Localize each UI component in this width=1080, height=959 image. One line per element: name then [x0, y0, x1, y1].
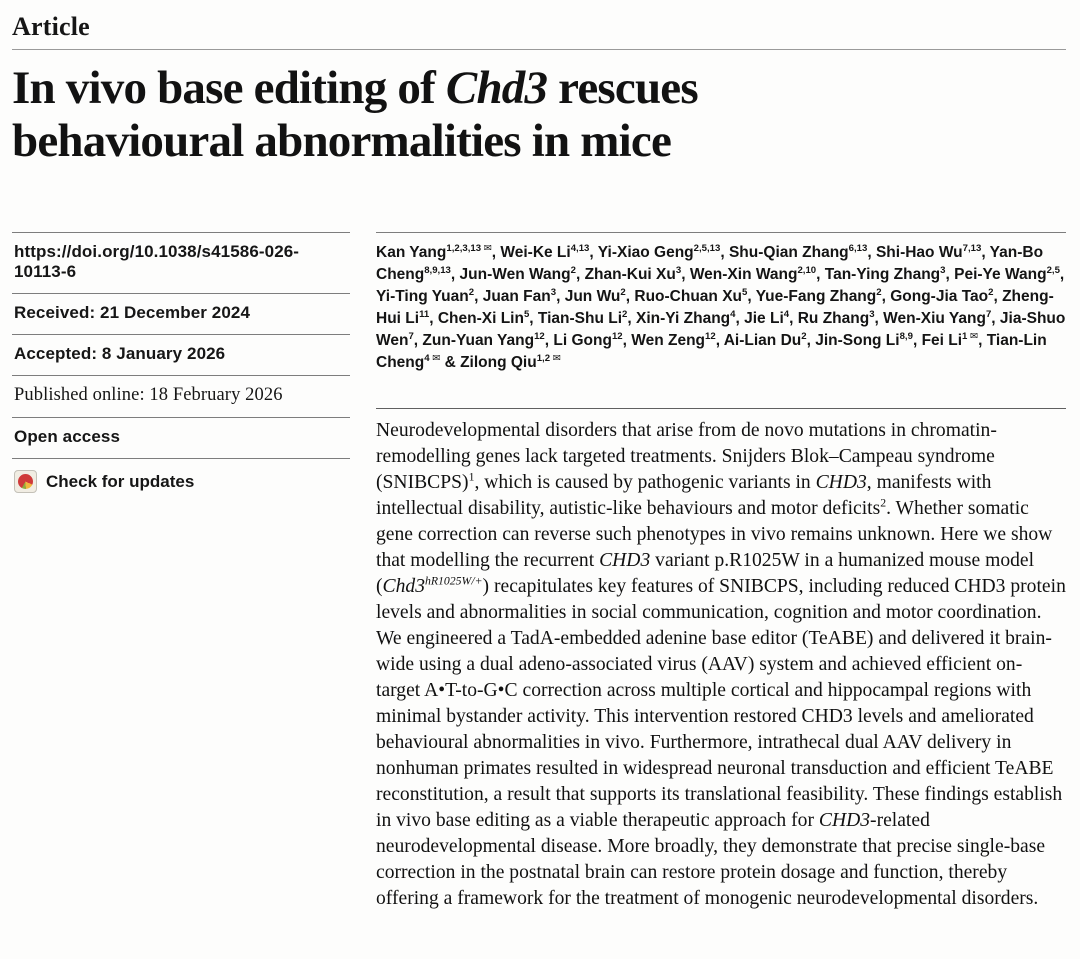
metadata-sidebar	[12, 232, 350, 912]
author-name: Zun-Yuan Yang	[422, 332, 535, 350]
abstract-segment: , which is caused by pathogenic variants in	[474, 472, 816, 494]
gene-name-italic: CHD3	[599, 550, 651, 572]
main-column	[376, 232, 1066, 912]
author-name: Ruo-Chuan Xu	[634, 288, 742, 306]
open-access-label: Open access	[12, 417, 350, 459]
allele-superscript: hR1025W/+	[425, 574, 483, 588]
author-affiliations: 12	[705, 331, 716, 343]
abstract-segment: Neurodevelopmental disorders that arise from de novo mutations in chromatin-remodelling genes lack targeted treatments. Snijders Blok–Campeau syndrome (SNIBCPS)	[376, 420, 997, 494]
author-affiliations: 4,13	[570, 243, 590, 255]
author-affiliations: 5	[742, 287, 748, 299]
author-name: Tian-Lin Cheng	[376, 332, 1047, 372]
author-name: Ru Zhang	[797, 310, 870, 328]
author-affiliations: 6,13	[848, 243, 868, 255]
gene-name-italic: CHD3	[818, 810, 871, 832]
abstract-text	[376, 409, 1066, 912]
author-affiliations: 8,9,13	[424, 265, 451, 277]
author-affiliations: 3	[940, 265, 946, 277]
author-affiliations-and-corresponding-author-icon[interactable]: 1 ✉	[962, 331, 979, 343]
author-name: Xin-Yi Zhang	[636, 310, 731, 328]
author-name: Wei-Ke Li	[500, 244, 571, 262]
check-for-updates-label: Check for updates	[46, 471, 195, 491]
crossmark-circle-icon	[18, 474, 33, 489]
title-post: rescues behavioural abnormalities in mice	[12, 62, 698, 168]
author-affiliations: 2	[876, 287, 882, 299]
author-affiliations: 2	[622, 309, 628, 321]
reference-citation: 2	[880, 496, 887, 510]
received-date: Received: 21 December 2024	[12, 293, 350, 334]
author-affiliations: 2,5	[1046, 265, 1060, 277]
author-affiliations: 8,9	[899, 331, 913, 343]
author-affiliations: 5	[523, 309, 530, 321]
author-name: Shi-Hao Wu	[875, 244, 963, 262]
published-online-date: Published online: 18 February 2026	[12, 375, 350, 417]
author-name: Fei Li	[921, 332, 963, 350]
abstract-segment: variant p.R1025W in a humanized mouse model (	[376, 550, 1035, 598]
author-affiliations: 4	[730, 309, 736, 321]
crossmark-icon	[14, 470, 37, 493]
abstract-segment: . Whether somatic gene correction can reverse such phenotypes in vivo remains unknown. Here we show that modelling the recurrent	[376, 498, 1053, 572]
author-affiliations: 2	[468, 287, 475, 299]
content-columns	[12, 232, 1066, 912]
author-name: Shu-Qian Zhang	[728, 244, 849, 262]
author-affiliations: 3	[550, 287, 557, 299]
author-affiliations: 11	[419, 309, 430, 321]
author-name: Yue-Fang Zhang	[755, 288, 877, 306]
author-name: Wen-Xiu Yang	[883, 310, 986, 328]
doi-link[interactable]: https://doi.org/10.1038/s41586-026-10113-6	[14, 242, 300, 282]
author-name: Juan Fan	[482, 288, 551, 306]
abstract-segment: , manifests with intellectual disability, autistic-like behaviours and motor deficits	[376, 472, 992, 520]
check-for-updates-button[interactable]	[12, 459, 350, 493]
author-affiliations: 7,13	[962, 243, 982, 255]
author-name: Yi-Xiao Geng	[597, 244, 694, 262]
author-name: Tian-Shu Li	[537, 310, 623, 328]
author-name: Jun-Wen Wang	[459, 266, 571, 284]
author-name: Kan Yang	[376, 244, 447, 262]
author-affiliations: 2,5,13	[693, 243, 721, 255]
header-divider	[12, 49, 1066, 50]
author-name: Yi-Ting Yuan	[376, 288, 469, 306]
author-affiliations: 3	[869, 309, 875, 321]
author-affiliations-and-corresponding-author-icon[interactable]: 4 ✉	[424, 353, 441, 365]
author-affiliations: 2	[801, 331, 807, 343]
author-name: Tan-Ying Zhang	[824, 266, 941, 284]
reference-citation: 1	[468, 470, 475, 484]
title-gene-italic: Chd3	[445, 62, 548, 114]
author-name: Zhan-Kui Xu	[584, 266, 676, 284]
author-name: Zilong Qiu	[460, 354, 537, 372]
author-affiliations: 12	[611, 331, 623, 343]
author-affiliations: 2	[988, 287, 994, 299]
author-name: Jun Wu	[564, 288, 621, 306]
gene-name-italic: CHD3	[815, 472, 867, 494]
page-title	[12, 62, 892, 168]
author-affiliations: 2	[620, 287, 626, 299]
author-affiliations: 7	[408, 331, 414, 343]
accepted-date: Accepted: 8 January 2026	[12, 334, 350, 375]
author-affiliations: 4	[783, 309, 790, 321]
author-affiliations: 7	[985, 309, 992, 321]
author-name: Ai-Lian Du	[723, 332, 802, 350]
author-affiliations: 3	[675, 265, 682, 277]
author-affiliations-and-corresponding-author-icon[interactable]: 1,2 ✉	[536, 353, 561, 365]
author-affiliations-and-corresponding-author-icon[interactable]: 1,2,3,13 ✉	[446, 243, 492, 255]
author-affiliations: 2	[570, 265, 576, 277]
author-affiliations: 2,10	[797, 265, 817, 277]
author-name: Jie Li	[744, 310, 784, 328]
gene-name-italic: Chd3	[382, 576, 425, 598]
author-name: Gong-Jia Tao	[890, 288, 989, 306]
doi-row	[12, 232, 350, 293]
abstract-segment: ) recapitulates key features of SNIBCPS, including reduced CHD3 protein levels and abnormalities in social communication, cognition and motor coordination. We engineered a TadA-embedded adenine base editor (TeABE) and delivered it brain-wide using a dual adeno-associated virus (AAV) system and achieved efficient on-target A•T-to-G•C correction across multiple cortical and hippocampal regions with minimal bystander activity. This intervention restored CHD3 levels and ameliorated behavioural abnormalities in vivo. Furthermore, intrathecal dual AAV delivery in nonhuman primates resulted in widespread neuronal transduction and efficient TeABE reconstitution, a result that supports its translational feasibility. These findings establish in vivo base editing as a viable therapeutic approach for	[376, 576, 1066, 832]
author-name: Jin-Song Li	[815, 332, 900, 350]
author-name: Li Gong	[553, 332, 612, 350]
author-name: Wen Zeng	[631, 332, 706, 350]
author-name: Chen-Xi Lin	[437, 310, 524, 328]
author-name: Yan-Bo Cheng	[376, 244, 1044, 284]
author-name: Jia-Shuo Wen	[376, 310, 1066, 350]
abstract-segment: -related neurodevelopmental disease. More broadly, they demonstrate that precise single-base correction in the postnatal brain can restore protein dosage and function, thereby offering a framework for the treatment of monogenic neurodevelopmental disorders.	[376, 810, 1046, 910]
author-name: Pei-Ye Wang	[954, 266, 1047, 284]
title-pre: In vivo base editing of	[12, 62, 446, 114]
author-list: Kan Yang$^{1,2,3,13 ✉}$, Wei-Ke Li$^{4,13}$, Yi-Xiao Geng$^{2,5,13}$, Shu-Qian Zhang$^{6,13}$, Shi-Hao Wu$^{7,13}$, Yan-Bo Cheng$^{8,9,13}$, Jun-Wen Wang$^2$, Zhan-Kui Xu$^3$, Wen-Xin Wang$^{2,10}$, Tan-Ying Zhang$^3$, Pei-Ye Wang$^{2,5}$, Yi-Ting Yuan$^2$, Juan Fan$^3$, Jun Wu$^2$, Ruo-Chuan Xu$^5$, Yue-Fang Zhang$^2$, Gong-Jia Tao$^2$, Zheng-Hui Li$^{11}$, Chen-Xi Lin$^5$, Tian-Shu Li$^2$, Xin-Yi Zhang$^4$, Jie Li$^4$, Ru Zhang$^3$, Wen-Xiu Yang$^7$, Jia-Shuo Wen$^7$, Zun-Yuan Yang$^{12}$, Li Gong$^{12}$, Wen Zeng$^{12}$, Ai-Lian Du$^2$, Jin-Song Li$^{8,9}$, Fei $Li^{1 ✉}$, Tian-Lin Cheng$^{4 ✉}$ & Zilong Qiu$^{1,2 ✉}$	[376, 232, 1066, 374]
author-affiliations: 12	[534, 331, 545, 343]
author-name: Zheng-Hui Li	[376, 288, 1054, 328]
author-name: Wen-Xin Wang	[689, 266, 798, 284]
article-kicker: Article	[12, 12, 90, 41]
